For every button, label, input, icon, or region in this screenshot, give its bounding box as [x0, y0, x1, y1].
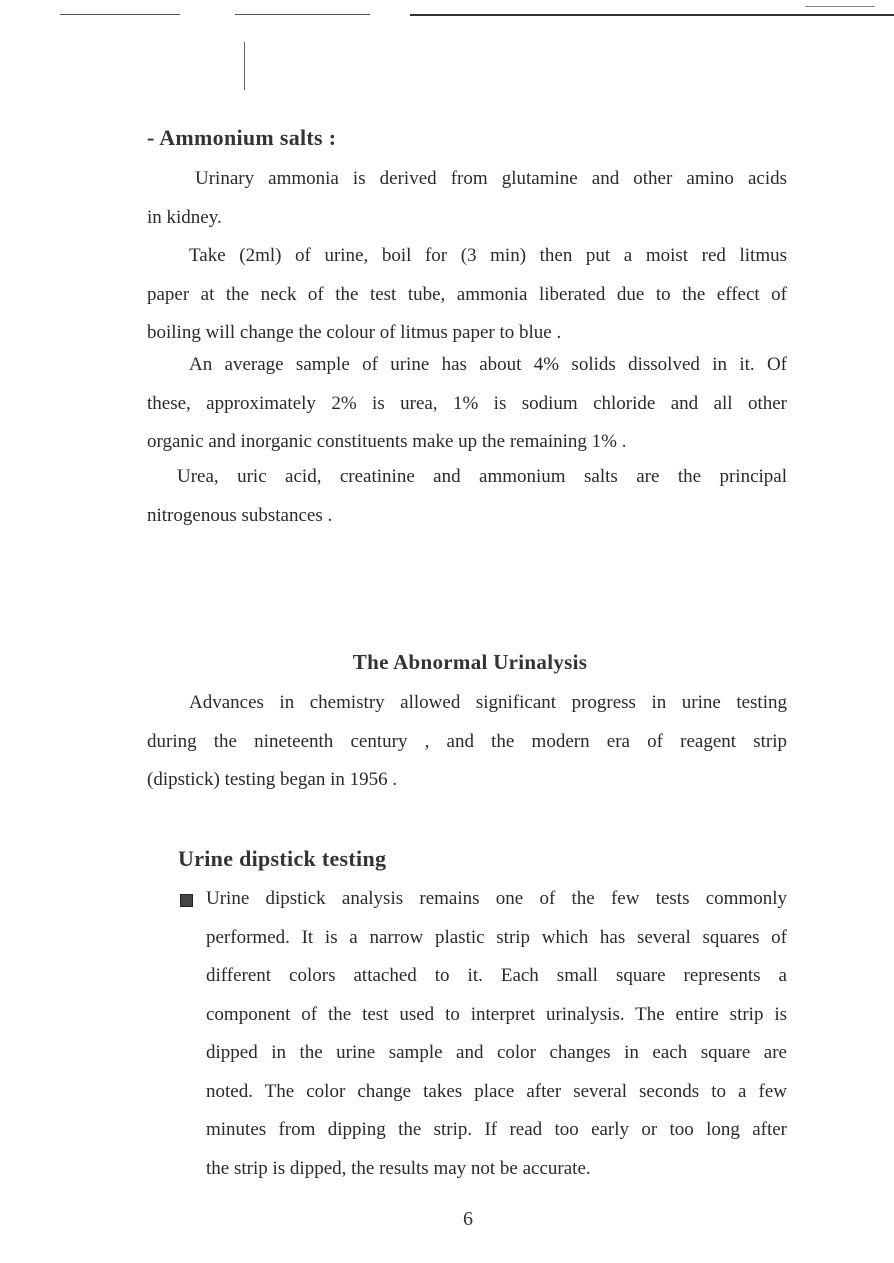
paragraph-urine-solids: [147, 346, 787, 462]
paragraph-chemistry-advances: [147, 684, 787, 800]
text-line: these, approximately 2% is urea, 1% is sodium chloride and all other: [147, 392, 787, 414]
text-line: performed. It is a narrow plastic strip which has several squares of: [206, 926, 787, 948]
text-line: nitrogenous substances .: [147, 504, 333, 526]
text-line: different colors attached to it. Each small square represents a: [206, 965, 787, 986]
text-line: component of the test used to interpret urinalysis. The entire strip is: [206, 1003, 787, 1025]
paragraph-litmus-test: [147, 237, 787, 353]
text-line: during the nineteenth century , and the modern era of reagent strip: [147, 730, 787, 752]
paragraph-urinary-ammonia: [147, 160, 787, 237]
paragraph-dipstick-description: [206, 880, 787, 1188]
text-line: in kidney.: [147, 206, 222, 228]
text-line: boiling will change the colour of litmus paper to blue .: [147, 322, 562, 343]
page-number: 6: [463, 1208, 473, 1230]
text-line: Advances in chemistry allowed significant progress in urine testing: [189, 692, 787, 713]
bullet-square-icon: [180, 894, 193, 907]
text-line: the strip is dipped, the results may not be accurate.: [206, 1157, 591, 1179]
paragraph-nitrogenous-substances: [147, 458, 787, 535]
text-line: noted. The color change takes place after several seconds to a few: [206, 1080, 787, 1102]
text-line: Urea, uric acid, creatinine and ammonium salts are the principal: [177, 466, 787, 487]
text-line: paper at the neck of the test tube, ammonia liberated due to the effect of: [147, 283, 787, 305]
text-line: Urine dipstick analysis remains one of the few tests commonly: [206, 888, 787, 909]
text-line: Urinary ammonia is derived from glutamine and other amino acids: [195, 168, 787, 189]
text-line: dipped in the urine sample and color changes in each square are: [206, 1042, 787, 1063]
heading-ammonium-salts: - Ammonium salts :: [147, 125, 337, 150]
text-line: Take (2ml) of urine, boil for (3 min) then put a moist red litmus: [189, 245, 787, 266]
text-line: organic and inorganic constituents make up the remaining 1% .: [147, 431, 627, 452]
heading-abnormal-urinalysis: The Abnormal Urinalysis: [352, 650, 588, 674]
text-line: (dipstick) testing began in 1956 .: [147, 769, 398, 790]
text-line: minutes from dipping the strip. If read too early or too long after: [206, 1119, 787, 1140]
text-line: An average sample of urine has about 4% solids dissolved in it. Of: [189, 354, 787, 375]
heading-urine-dipstick-testing: Urine dipstick testing: [178, 846, 387, 871]
